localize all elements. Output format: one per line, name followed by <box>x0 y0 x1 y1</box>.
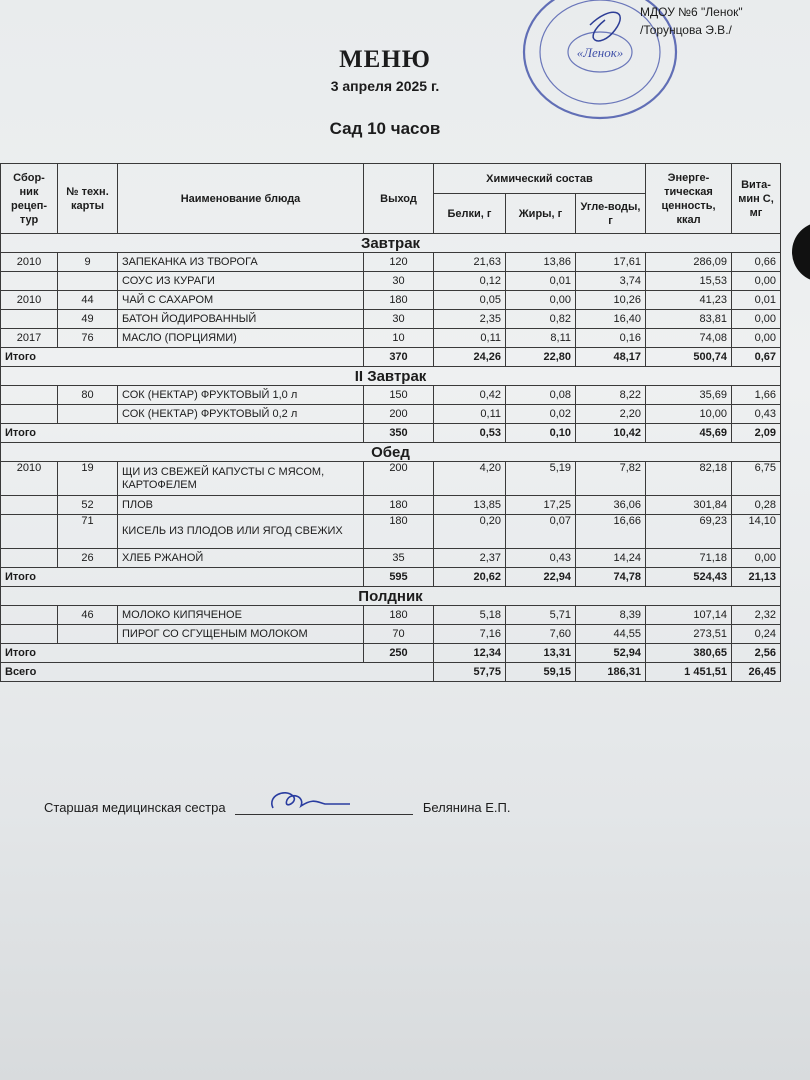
total-yield: 250 <box>364 644 434 663</box>
total-energy: 500,74 <box>646 348 732 367</box>
cell-vitamin: 0,00 <box>732 329 781 348</box>
cell-collection <box>1 272 58 291</box>
section-total-row <box>1 568 781 587</box>
total-label: Итого <box>1 644 364 663</box>
cell-fat: 17,25 <box>506 496 576 515</box>
approval-org: МДОУ №6 "Ленок" <box>640 5 743 19</box>
cell-fat: 0,07 <box>506 515 576 549</box>
cell-yield: 200 <box>364 405 434 424</box>
section-title: Завтрак <box>1 234 781 253</box>
cell-vitamin: 0,66 <box>732 253 781 272</box>
col-chem: Химический состав <box>434 164 646 194</box>
cell-collection: 2010 <box>1 462 58 496</box>
cell-vitamin: 0,24 <box>732 625 781 644</box>
cell-protein: 0,11 <box>434 329 506 348</box>
cell-fat: 7,60 <box>506 625 576 644</box>
cell-fat: 8,11 <box>506 329 576 348</box>
table-row <box>1 606 781 625</box>
cell-yield: 180 <box>364 606 434 625</box>
table-row <box>1 515 781 549</box>
total-fat: 22,80 <box>506 348 576 367</box>
cell-yield: 10 <box>364 329 434 348</box>
grand-total-vitamin: 26,45 <box>732 663 781 682</box>
total-vitamin: 21,13 <box>732 568 781 587</box>
cell-carbs: 2,20 <box>576 405 646 424</box>
table-row <box>1 462 781 496</box>
table-row <box>1 291 781 310</box>
cell-carbs: 10,26 <box>576 291 646 310</box>
total-label: Итого <box>1 348 364 367</box>
total-yield: 595 <box>364 568 434 587</box>
total-fat: 13,31 <box>506 644 576 663</box>
total-energy: 380,65 <box>646 644 732 663</box>
table-row <box>1 496 781 515</box>
col-protein: Белки, г <box>434 194 506 234</box>
page-title: МЕНЮ <box>339 46 431 73</box>
cell-energy: 10,00 <box>646 405 732 424</box>
col-card: № техн. карты <box>58 164 118 234</box>
signature-footer <box>44 800 511 815</box>
table-row <box>1 549 781 568</box>
total-vitamin: 2,09 <box>732 424 781 443</box>
cell-energy: 69,23 <box>646 515 732 549</box>
cell-fat: 0,02 <box>506 405 576 424</box>
cell-collection <box>1 386 58 405</box>
cell-dish: ХЛЕБ РЖАНОЙ <box>118 549 364 568</box>
grand-total-label: Всего <box>1 663 434 682</box>
col-energy: Энерге-тическая ценность, ккал <box>646 164 732 234</box>
total-protein: 20,62 <box>434 568 506 587</box>
cell-vitamin: 0,28 <box>732 496 781 515</box>
cell-yield: 70 <box>364 625 434 644</box>
col-fat: Жиры, г <box>506 194 576 234</box>
cell-energy: 83,81 <box>646 310 732 329</box>
cell-carbs: 16,66 <box>576 515 646 549</box>
cell-fat: 5,19 <box>506 462 576 496</box>
cell-vitamin: 0,43 <box>732 405 781 424</box>
table-row <box>1 253 781 272</box>
cell-dish: ЩИ ИЗ СВЕЖЕЙ КАПУСТЫ С МЯСОМ, КАРТОФЕЛЕМ <box>118 462 364 496</box>
dark-object-edge <box>792 222 810 282</box>
cell-carbs: 8,22 <box>576 386 646 405</box>
col-yield: Выход <box>364 164 434 234</box>
cell-dish: ЗАПЕКАНКА ИЗ ТВОРОГА <box>118 253 364 272</box>
stamp-center-text: «Ленок» <box>576 45 624 60</box>
section-total-row <box>1 348 781 367</box>
total-energy: 524,43 <box>646 568 732 587</box>
cell-dish: БАТОН ЙОДИРОВАННЫЙ <box>118 310 364 329</box>
table-row <box>1 405 781 424</box>
cell-protein: 2,35 <box>434 310 506 329</box>
cell-dish: КИСЕЛЬ ИЗ ПЛОДОВ ИЛИ ЯГОД СВЕЖИХ <box>118 515 364 549</box>
section-title: II Завтрак <box>1 367 781 386</box>
section-header <box>1 367 781 386</box>
cell-carbs: 44,55 <box>576 625 646 644</box>
cell-yield: 30 <box>364 310 434 329</box>
cell-yield: 180 <box>364 291 434 310</box>
cell-fat: 0,43 <box>506 549 576 568</box>
cell-energy: 82,18 <box>646 462 732 496</box>
menu-table <box>0 163 781 682</box>
cell-collection <box>1 405 58 424</box>
col-collection: Сбор-ник рецеп-тур <box>1 164 58 234</box>
section-header <box>1 443 781 462</box>
table-row <box>1 386 781 405</box>
cell-yield: 180 <box>364 515 434 549</box>
total-carbs: 52,94 <box>576 644 646 663</box>
grand-total-fat: 59,15 <box>506 663 576 682</box>
cell-protein: 13,85 <box>434 496 506 515</box>
section-total-row <box>1 424 781 443</box>
cell-dish: СОК (НЕКТАР) ФРУКТОВЫЙ 1,0 л <box>118 386 364 405</box>
cell-card: 49 <box>58 310 118 329</box>
approval-block <box>640 3 743 39</box>
total-vitamin: 2,56 <box>732 644 781 663</box>
cell-fat: 0,08 <box>506 386 576 405</box>
cell-carbs: 14,24 <box>576 549 646 568</box>
total-label: Итого <box>1 568 364 587</box>
cell-dish: МАСЛО (ПОРЦИЯМИ) <box>118 329 364 348</box>
cell-dish: ПЛОВ <box>118 496 364 515</box>
total-yield: 370 <box>364 348 434 367</box>
cell-fat: 13,86 <box>506 253 576 272</box>
cell-carbs: 17,61 <box>576 253 646 272</box>
cell-fat: 0,01 <box>506 272 576 291</box>
cell-protein: 0,12 <box>434 272 506 291</box>
cell-dish: СОУС ИЗ КУРАГИ <box>118 272 364 291</box>
cell-protein: 4,20 <box>434 462 506 496</box>
signer-role: Старшая медицинская сестра <box>44 800 226 815</box>
cell-card: 76 <box>58 329 118 348</box>
cell-card: 80 <box>58 386 118 405</box>
cell-protein: 0,20 <box>434 515 506 549</box>
cell-collection <box>1 496 58 515</box>
cell-collection <box>1 549 58 568</box>
total-carbs: 10,42 <box>576 424 646 443</box>
cell-card: 46 <box>58 606 118 625</box>
approval-head: /Торунцова Э.В./ <box>640 23 732 37</box>
cell-energy: 15,53 <box>646 272 732 291</box>
cell-carbs: 0,16 <box>576 329 646 348</box>
cell-yield: 200 <box>364 462 434 496</box>
cell-card: 19 <box>58 462 118 496</box>
table-row <box>1 329 781 348</box>
cell-collection <box>1 515 58 549</box>
cell-carbs: 8,39 <box>576 606 646 625</box>
cell-yield: 120 <box>364 253 434 272</box>
table-row <box>1 310 781 329</box>
cell-fat: 0,82 <box>506 310 576 329</box>
cell-dish: ПИРОГ СО СГУЩЕНЫМ МОЛОКОМ <box>118 625 364 644</box>
cell-collection <box>1 625 58 644</box>
total-vitamin: 0,67 <box>732 348 781 367</box>
total-energy: 45,69 <box>646 424 732 443</box>
section-total-row <box>1 644 781 663</box>
cell-vitamin: 0,00 <box>732 310 781 329</box>
cell-carbs: 36,06 <box>576 496 646 515</box>
total-label: Итого <box>1 424 364 443</box>
cell-dish: МОЛОКО КИПЯЧЕНОЕ <box>118 606 364 625</box>
cell-collection: 2017 <box>1 329 58 348</box>
cell-energy: 107,14 <box>646 606 732 625</box>
table-row <box>1 272 781 291</box>
cell-card: 26 <box>58 549 118 568</box>
signature-mark <box>265 786 355 816</box>
menu-body <box>1 234 781 682</box>
cell-carbs: 7,82 <box>576 462 646 496</box>
cell-collection <box>1 606 58 625</box>
cell-yield: 150 <box>364 386 434 405</box>
cell-card <box>58 625 118 644</box>
cell-card: 71 <box>58 515 118 549</box>
cell-energy: 41,23 <box>646 291 732 310</box>
cell-yield: 180 <box>364 496 434 515</box>
cell-vitamin: 1,66 <box>732 386 781 405</box>
cell-energy: 301,84 <box>646 496 732 515</box>
cell-collection: 2010 <box>1 291 58 310</box>
total-carbs: 74,78 <box>576 568 646 587</box>
cell-carbs: 16,40 <box>576 310 646 329</box>
table-row <box>1 625 781 644</box>
cell-energy: 35,69 <box>646 386 732 405</box>
cell-vitamin: 2,32 <box>732 606 781 625</box>
cell-dish: СОК (НЕКТАР) ФРУКТОВЫЙ 0,2 л <box>118 405 364 424</box>
cell-protein: 7,16 <box>434 625 506 644</box>
cell-vitamin: 0,00 <box>732 549 781 568</box>
cell-card <box>58 272 118 291</box>
section-header <box>1 234 781 253</box>
cell-card: 9 <box>58 253 118 272</box>
grand-total-carbs: 186,31 <box>576 663 646 682</box>
cell-energy: 273,51 <box>646 625 732 644</box>
total-fat: 0,10 <box>506 424 576 443</box>
total-protein: 0,53 <box>434 424 506 443</box>
menu-date: 3 апреля 2025 г. <box>330 78 440 94</box>
cell-protein: 21,63 <box>434 253 506 272</box>
section-title: Полдник <box>1 587 781 606</box>
signature-line <box>235 800 413 815</box>
total-fat: 22,94 <box>506 568 576 587</box>
total-carbs: 48,17 <box>576 348 646 367</box>
cell-protein: 0,05 <box>434 291 506 310</box>
cell-fat: 5,71 <box>506 606 576 625</box>
cell-protein: 5,18 <box>434 606 506 625</box>
section-header <box>1 587 781 606</box>
col-vitamin: Вита-мин С, мг <box>732 164 781 234</box>
total-protein: 12,34 <box>434 644 506 663</box>
cell-dish: ЧАЙ С САХАРОМ <box>118 291 364 310</box>
cell-protein: 0,11 <box>434 405 506 424</box>
cell-fat: 0,00 <box>506 291 576 310</box>
cell-collection <box>1 310 58 329</box>
total-protein: 24,26 <box>434 348 506 367</box>
cell-collection: 2010 <box>1 253 58 272</box>
total-yield: 350 <box>364 424 434 443</box>
cell-vitamin: 6,75 <box>732 462 781 496</box>
cell-vitamin: 0,01 <box>732 291 781 310</box>
section-title: Обед <box>1 443 781 462</box>
menu-group: Сад 10 часов <box>329 119 441 138</box>
cell-protein: 2,37 <box>434 549 506 568</box>
grand-total-energy: 1 451,51 <box>646 663 732 682</box>
col-dish: Наименование блюда <box>118 164 364 234</box>
cell-energy: 286,09 <box>646 253 732 272</box>
cell-carbs: 3,74 <box>576 272 646 291</box>
cell-card: 44 <box>58 291 118 310</box>
signer-name: Белянина Е.П. <box>422 800 511 815</box>
cell-protein: 0,42 <box>434 386 506 405</box>
cell-vitamin: 14,10 <box>732 515 781 549</box>
cell-energy: 71,18 <box>646 549 732 568</box>
cell-card <box>58 405 118 424</box>
cell-vitamin: 0,00 <box>732 272 781 291</box>
col-carbs: Угле-воды, г <box>576 194 646 234</box>
cell-energy: 74,08 <box>646 329 732 348</box>
cell-yield: 30 <box>364 272 434 291</box>
grand-total-row <box>1 663 781 682</box>
cell-card: 52 <box>58 496 118 515</box>
grand-total-protein: 57,75 <box>434 663 506 682</box>
cell-yield: 35 <box>364 549 434 568</box>
